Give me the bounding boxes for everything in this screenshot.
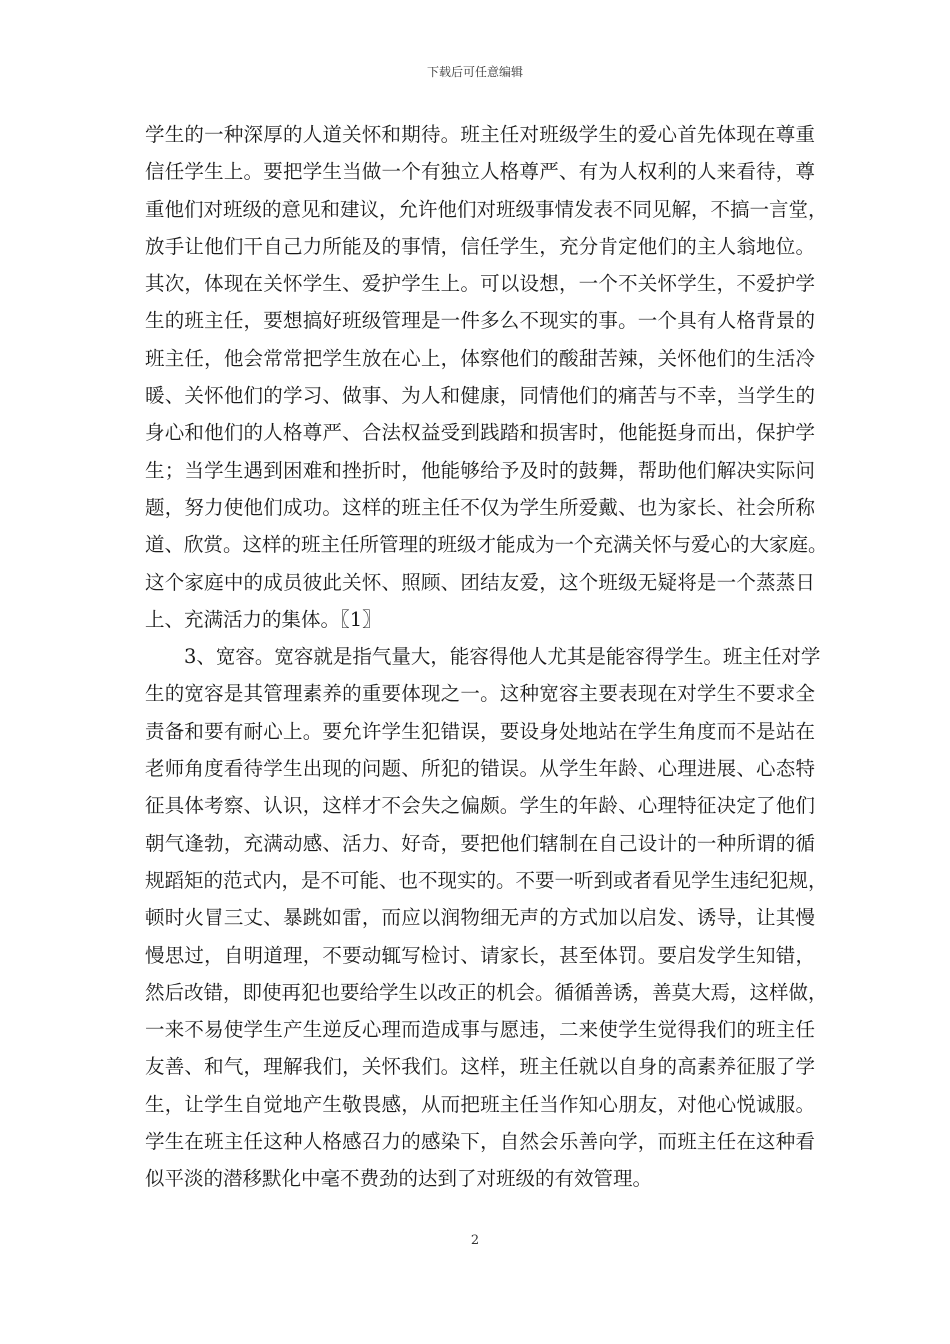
text-line: 生，让学生自觉地产生敬畏感，从而把班主任当作知心朋友，对他心悦诚服。 <box>145 1092 815 1116</box>
text-line: 生的宽容是其管理素养的重要体现之一。这种宽容主要表现在对学生不要求全 <box>145 682 815 706</box>
text-line: 生；当学生遇到困难和挫折时，他能够给予及时的鼓舞，帮助他们解决实际问 <box>145 458 815 482</box>
text-line: 生的班主任，要想搞好班级管理是一件多么不现实的事。一个具有人格背景的 <box>145 309 815 333</box>
text-line: 责备和要有耐心上。要允许学生犯错误，要设身处地站在学生角度而不是站在 <box>145 719 815 743</box>
page-header-note: 下载后可任意编辑 <box>426 65 523 79</box>
text-line: 老师角度看待学生出现的问题、所犯的错误。从学生年龄、心理进展、心态特 <box>145 757 815 781</box>
text-line: 放手让他们干自己力所能及的事情，信任学生，充分肯定他们的主人翁地位。 <box>145 234 815 258</box>
text-line: 慢思过，自明道理，不要动辄写检讨、请家长，甚至体罚。要启发学生知错， <box>145 943 815 967</box>
text-line: 身心和他们的人格尊严、合法权益受到践踏和损害时，他能挺身而出，保护学 <box>145 421 815 445</box>
text-line: 学生的一种深厚的人道关怀和期待。班主任对班级学生的爱心首先体现在尊重 <box>145 123 815 146</box>
text-line: 道、欣赏。这样的班主任所管理的班级才能成为一个充满关怀与爱心的大家庭。 <box>145 533 828 557</box>
text-line: 这个家庭中的成员彼此关怀、照顾、团结友爱，这个班级无疑将是一个蒸蒸日 <box>145 570 815 594</box>
text-line: 班主任，他会常常把学生放在心上，体察他们的酸甜苦辣，关怀他们的生活冷 <box>145 346 815 370</box>
text-line: 信任学生上。要把学生当做一个有独立人格尊严、有为人权利的人来看待，尊 <box>145 160 815 184</box>
text-line-paragraph-end: 上、充满活力的集体。〖1〗 <box>145 607 382 631</box>
text-line: 然后改错，即使再犯也要给学生以改正的机会。循循善诱，善莫大焉，这样做， <box>145 980 828 1004</box>
text-line: 学生在班主任这种人格感召力的感染下，自然会乐善向学，而班主任在这种看 <box>145 1130 815 1154</box>
text-line: 顿时火冒三丈、暴跳如雷，而应以润物细无声的方式加以启发、诱导，让其慢 <box>145 906 815 930</box>
text-line-paragraph-end: 似平淡的潜移默化中毫不费劲的达到了对班级的有效管理。 <box>145 1167 653 1191</box>
text-line: 其次，体现在关怀学生、爱护学生上。可以设想，一个不关怀学生，不爱护学 <box>145 272 815 296</box>
text-line: 一来不易使学生产生逆反心理而造成事与愿违，二来使学生觉得我们的班主任 <box>145 1018 815 1042</box>
text-line: 朝气逢勃，充满动感、活力、好奇，要把他们辖制在自己设计的一种所谓的循 <box>145 831 815 855</box>
text-line: 暖、关怀他们的学习、做事、为人和健康，同情他们的痛苦与不幸，当学生的 <box>145 384 815 408</box>
text-line: 友善、和气，理解我们，关怀我们。这样，班主任就以自身的高素养征服了学 <box>145 1055 815 1079</box>
page-number: 2 <box>470 1233 480 1248</box>
text-line: 题，努力使他们成功。这样的班主任不仅为学生所爱戴、也为家长、社会所称 <box>145 495 815 519</box>
document-body <box>145 116 828 1198</box>
text-line-paragraph-start: 3、宽容。宽容就是指气量大，能容得他人尤其是能容得学生。班主任对学 <box>184 645 821 669</box>
text-line: 征具体考察、认识，这样才不会失之偏颇。学生的年龄、心理特征决定了他们 <box>145 794 815 818</box>
text-line: 重他们对班级的意见和建议，允许他们对班级事情发表不同见解，不搞一言堂， <box>145 197 828 221</box>
text-line: 规蹈矩的范式内，是不可能、也不现实的。不要一听到或者看见学生违纪犯规， <box>145 868 828 892</box>
